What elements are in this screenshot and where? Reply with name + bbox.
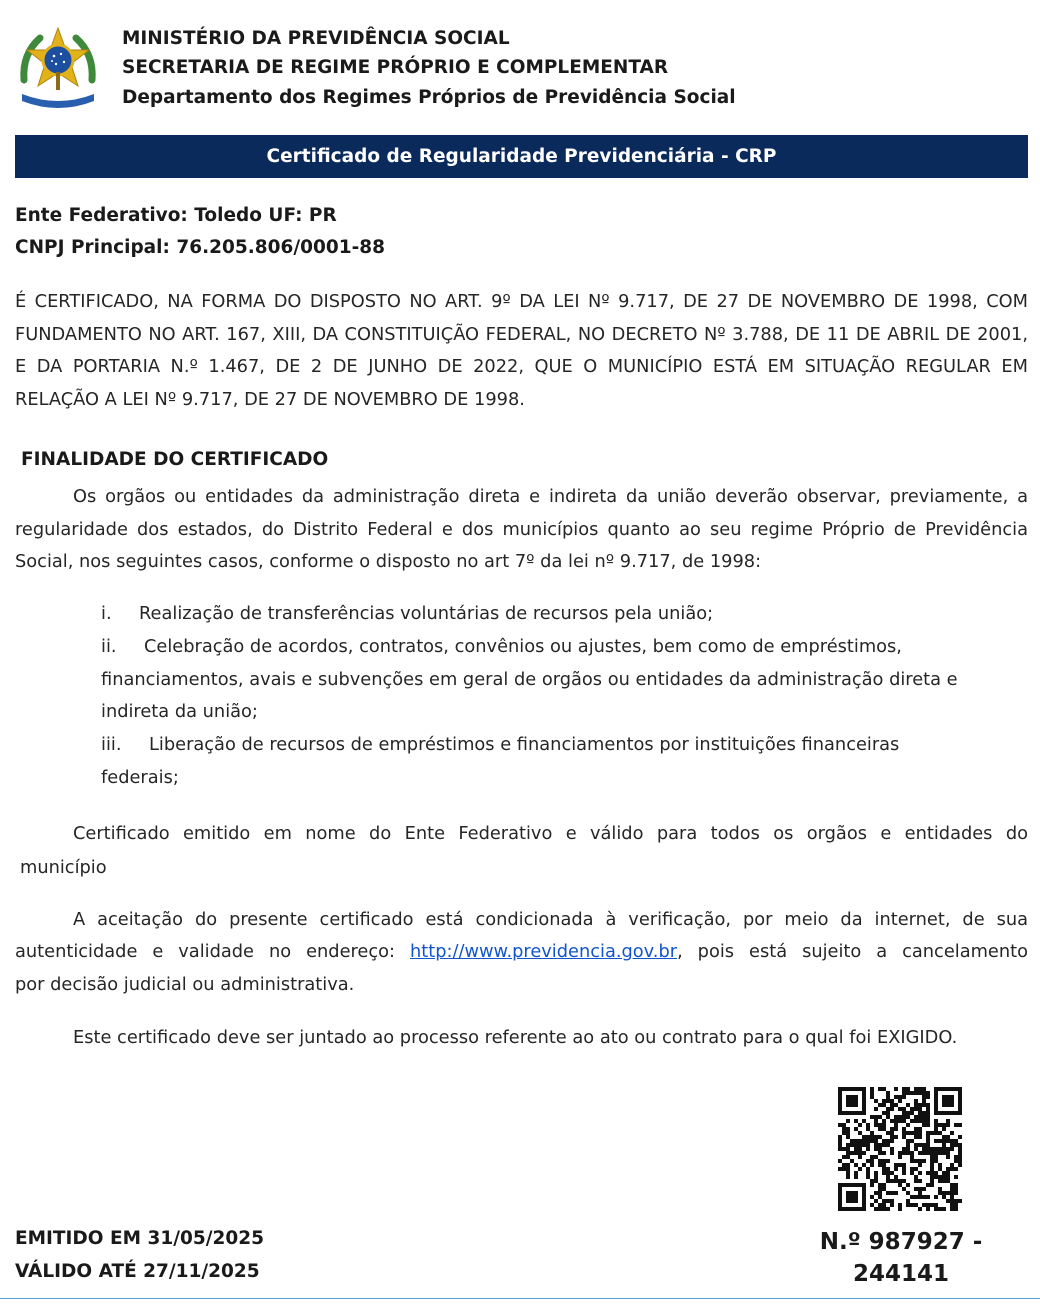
certificate-number-line-2: 244141 — [852, 1261, 950, 1287]
cnpj-principal: CNPJ Principal: 76.205.806/0001-88 — [15, 237, 386, 258]
list-numeral: ii. — [101, 636, 117, 657]
certificate-title-bar — [15, 135, 1028, 178]
list-numeral: iii. — [101, 734, 122, 755]
list-text: Celebração de acordos, contratos, convênios ou ajustes, bem como de empréstimos, — [144, 636, 902, 657]
acceptance-line-2 — [15, 936, 1028, 968]
validity-line-2: município — [20, 857, 107, 878]
ente-federativo: Ente Federativo: Toledo UF: PR — [15, 205, 337, 226]
qr-code-icon — [838, 1087, 962, 1211]
department-name: Departamento dos Regimes Próprios de Previdência Social — [122, 87, 736, 108]
secretariat-name: SECRETARIA DE REGIME PRÓPRIO E COMPLEMENTAR — [122, 57, 669, 78]
list-numeral: i. — [101, 603, 112, 624]
certificate-number-line-1: N.º 987927 - — [819, 1229, 983, 1255]
certificate-number — [790, 1226, 1012, 1290]
certificate-title: Certificado de Regularidade Previdenciária - CRP — [266, 146, 777, 167]
list-text: Realização de transferências voluntárias de recursos pela união; — [139, 603, 714, 624]
valid-until-date: VÁLIDO ATÉ 27/11/2025 — [15, 1261, 260, 1282]
certification-paragraph: É CERTIFICADO, NA FORMA DO DISPOSTO NO ART. 9º DA LEI Nº 9.717, DE 27 DE NOVEMBRO DE 1998, COM FUNDAMENTO NO ART. 167, XIII, DA CONSTITUIÇÃO FEDERAL, NO DECRETO Nº 3.788, DE 11 DE ABRIL DE 2001, E DA PORTARIA N.º 1.467, DE 2 DE JUNHO DE 2022, QUE O MUNICÍPIO ESTÁ EM SITUAÇÃO REGULAR EM RELAÇÃO A LEI Nº 9.717, DE 27 DE NOVEMBRO DE 1998. — [15, 291, 1028, 410]
bottom-rule — [0, 1298, 1040, 1299]
previdencia-link[interactable]: http://www.previdencia.gov.br — [410, 941, 678, 962]
validity-line-1: Certificado emitido em nome do Ente Federativo e válido para todos os orgãos e entidades do — [73, 823, 1028, 844]
list-text: Liberação de recursos de empréstimos e financiamentos por instituições financeiras — [149, 734, 900, 755]
list-item — [101, 636, 902, 657]
ministry-name: MINISTÉRIO DA PREVIDÊNCIA SOCIAL — [122, 28, 510, 49]
acceptance-text-before: autenticidade e validade no endereço: — [15, 941, 410, 962]
list-item — [101, 603, 713, 624]
list-text-continuation: federais; — [101, 767, 179, 788]
attach-paragraph: Este certificado deve ser juntado ao processo referente ao ato ou contrato para o qual foi EXIGIDO. — [73, 1027, 958, 1048]
list-text-continuation: indireta da união; — [101, 701, 258, 722]
list-item — [101, 734, 899, 755]
acceptance-line-1: A aceitação do presente certificado está condicionada à verificação, por meio da internet, de sua — [73, 909, 1028, 930]
acceptance-line-3: por decisão judicial ou administrativa. — [15, 974, 355, 995]
brazil-coat-of-arms-icon — [14, 24, 102, 112]
issued-date: EMITIDO EM 31/05/2025 — [15, 1228, 264, 1249]
list-text-continuation: financiamentos, avais e subvenções em geral de orgãos ou entidades da administração direta e — [101, 669, 958, 690]
acceptance-text-after: , pois está sujeito a cancelamento — [677, 941, 1028, 962]
finalidade-intro: Os orgãos ou entidades da administração direta e indireta da união deverão observar, previamente, a regularidade dos estados, do Distrito Federal e dos municípios quanto ao seu regime Próprio de Previdência Social, nos seguintes casos, conforme o disposto no art 7º da lei nº 9.717, de 1998: — [15, 486, 1028, 572]
finalidade-heading: FINALIDADE DO CERTIFICADO — [21, 449, 329, 470]
